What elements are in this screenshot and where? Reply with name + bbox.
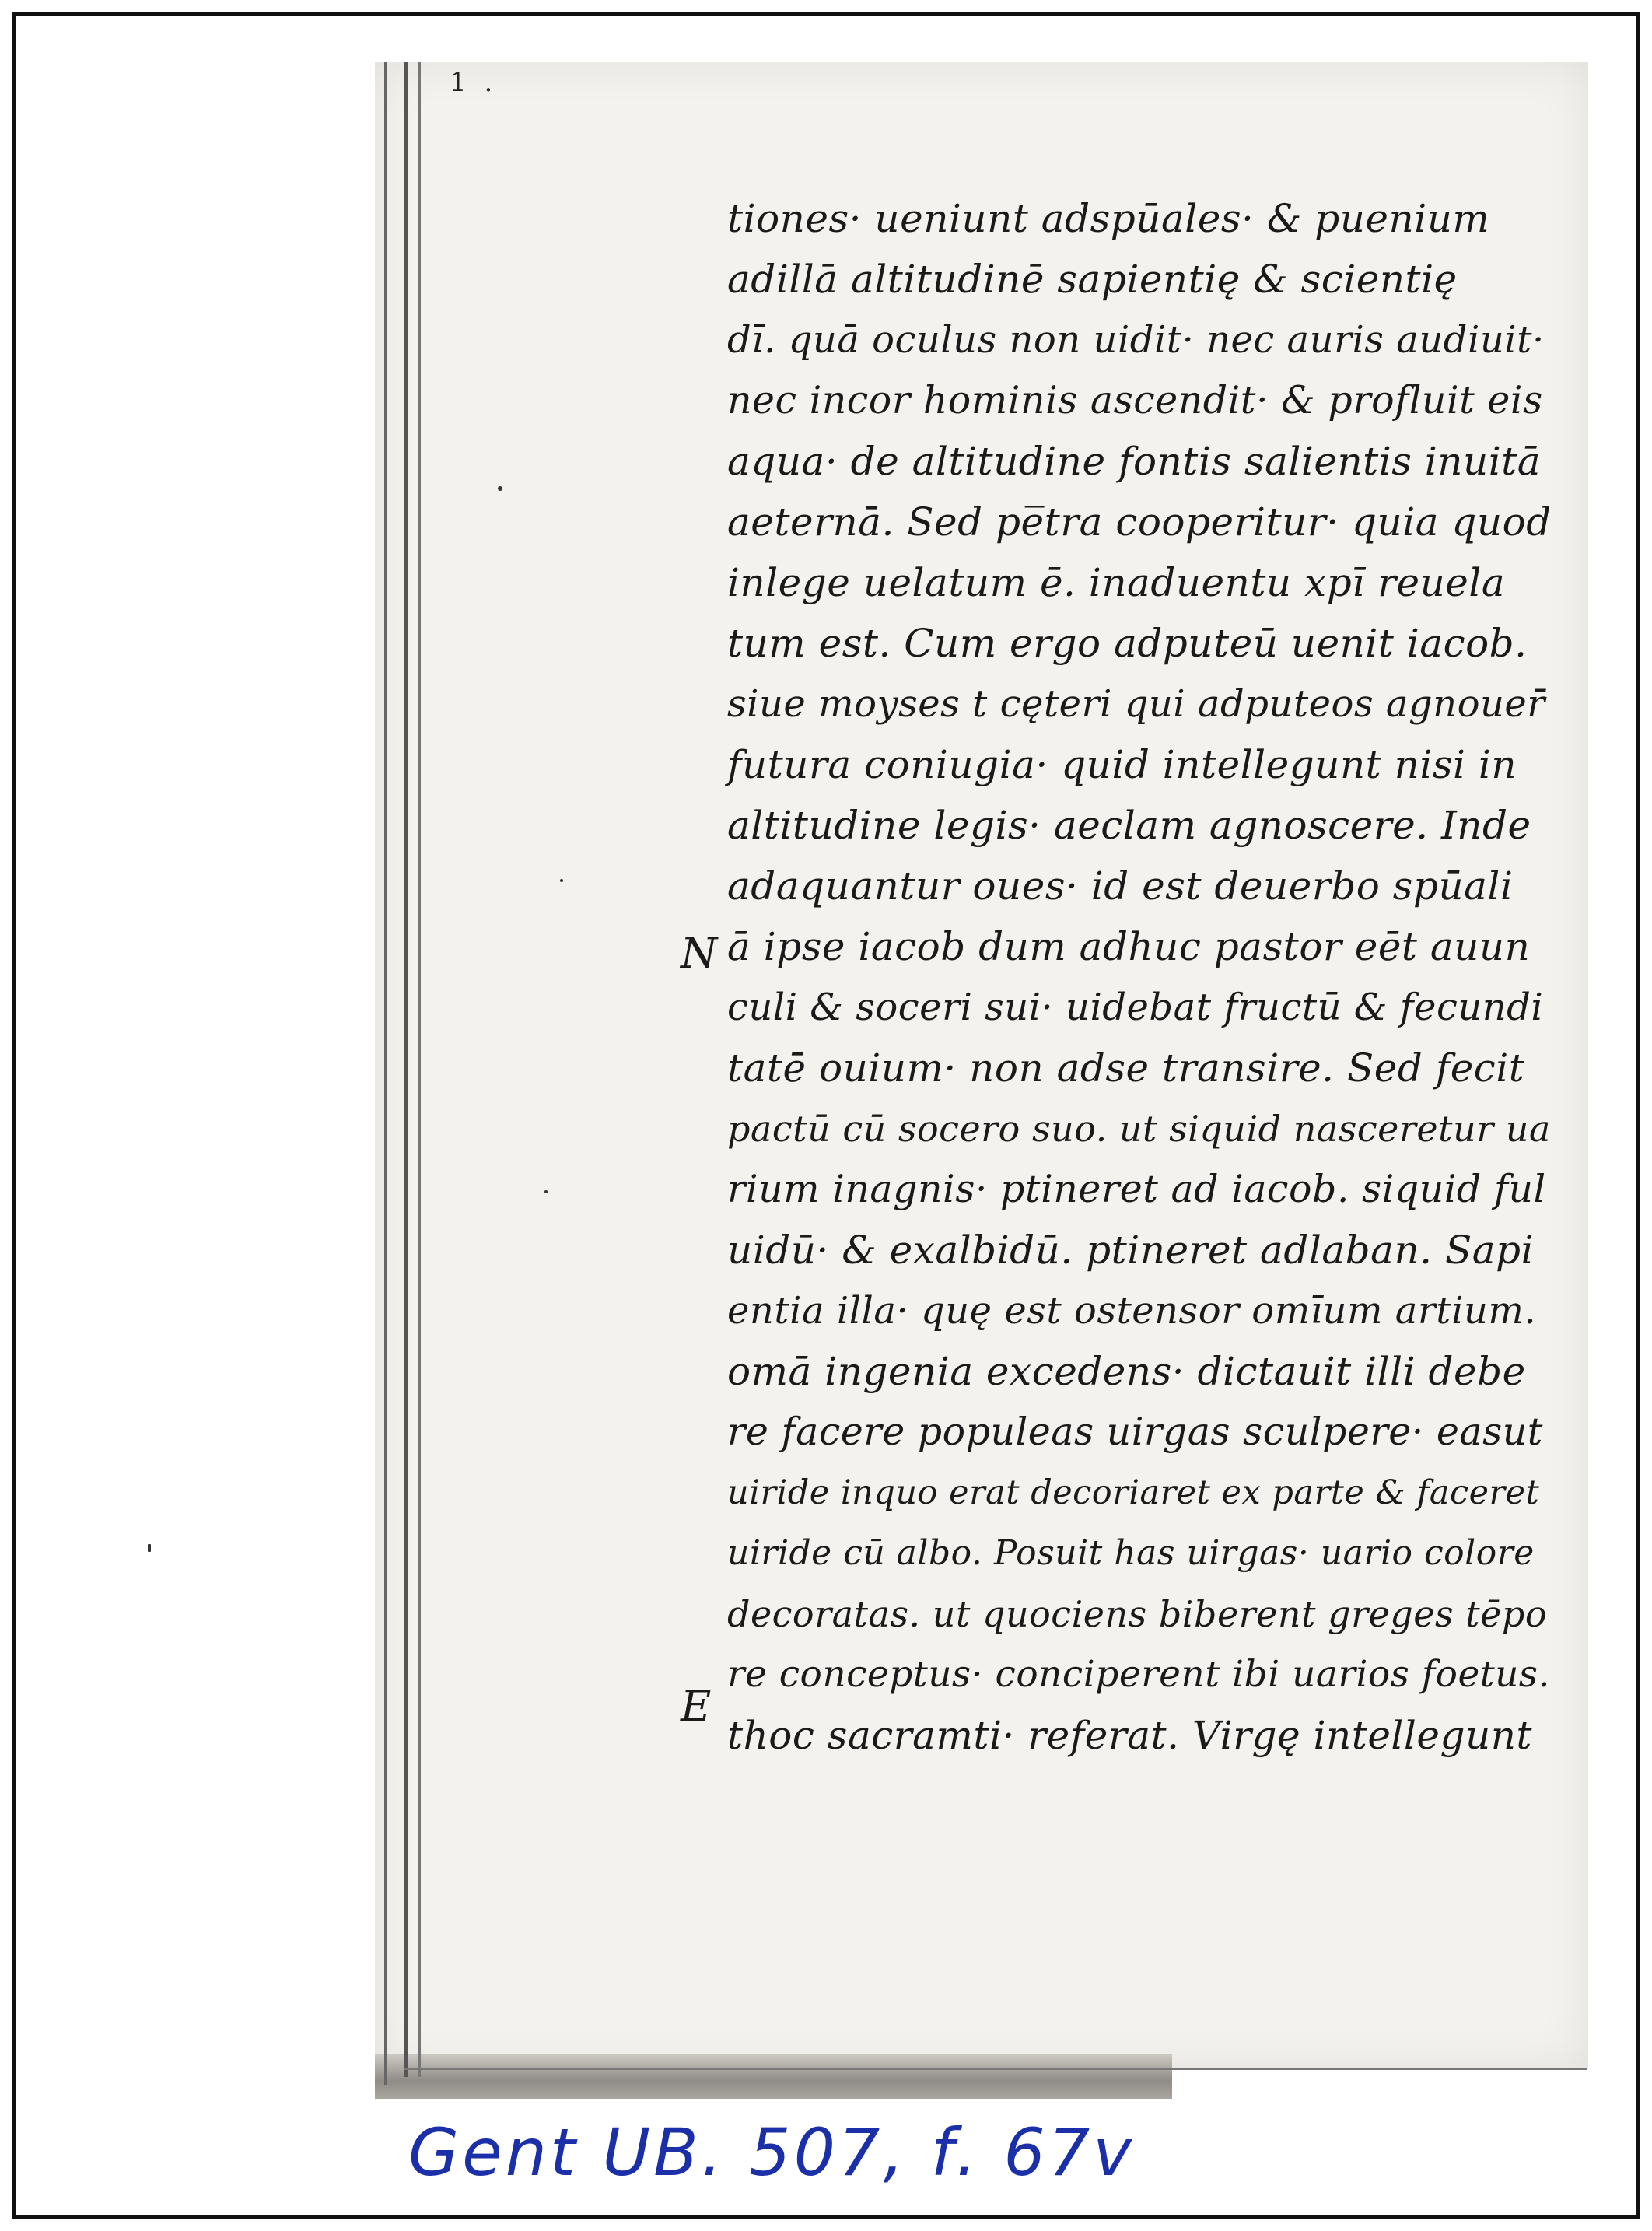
text-line: inlege uelatum ē. inaduentu xpī reuela xyxy=(727,560,1506,605)
ink-speck xyxy=(560,879,563,882)
ink-speck xyxy=(148,1544,151,1552)
text-line: re conceptus· conciperent ibi uarios foetus. xyxy=(727,1653,1550,1696)
text-line: re facere populeas uirgas sculpere· easut xyxy=(727,1410,1543,1454)
text-line: tum est. Cum ergo adputeū uenit iacob. xyxy=(727,621,1528,666)
text-line: rium inagnis· ptineret ad iacob. siquid ful xyxy=(727,1167,1546,1211)
text-line: ā ipse iacob dum adhuc pastor eēt auun xyxy=(727,924,1531,969)
text-line: aqua· de altitudine fontis salientis inuitā xyxy=(727,439,1542,484)
text-line: uiride cū albo. Posuit has uirgas· uario colore xyxy=(727,1533,1535,1573)
initial-n: N xyxy=(681,929,718,978)
text-line: altitudine legis· aeclam agnoscere. Inde xyxy=(727,803,1531,848)
text-line: adillā altitudinē sapientię & scientię xyxy=(727,257,1458,302)
bottom-rule xyxy=(404,2068,1587,2070)
margin-rule xyxy=(404,62,421,2077)
initial-e: E xyxy=(681,1682,712,1731)
manuscript-text xyxy=(727,188,1552,1766)
photo-edge-shadow xyxy=(375,2054,1172,2099)
text-line: decoratas. ut quociens biberent greges tēpo xyxy=(727,1593,1548,1635)
corner-mark: 1 . xyxy=(450,67,498,98)
text-line: culi & soceri sui· uidebat fructū & fecundi xyxy=(727,986,1544,1029)
shelfmark-annotation: Gent UB. 507, f. 67v xyxy=(408,2114,1135,2191)
text-line: tiones· ueniunt adspūales· & puenium xyxy=(727,196,1490,241)
text-line: uidū· & exalbidū. ptineret adlaban. Sapi xyxy=(727,1228,1535,1273)
text-line: omā ingenia excedens· dictauit illi debe xyxy=(727,1349,1526,1394)
text-line: aeternā. Sed pe̅tra cooperitur· quia quod xyxy=(727,499,1552,545)
text-line: dī. quā oculus non uidit· nec auris audiuit· xyxy=(727,318,1545,362)
text-line: entia illa· quę est ostensor omīum artium. xyxy=(727,1289,1537,1333)
text-line: siue moyses t cęteri qui adputeos agnouer̄ xyxy=(727,682,1545,726)
ink-speck xyxy=(498,486,502,491)
text-line: pactū cū socero suo. ut siquid nasceretur ua xyxy=(727,1108,1551,1150)
ink-speck xyxy=(544,1190,548,1193)
text-line: tatē ouium· non adse transire. Sed fecit xyxy=(727,1045,1525,1091)
text-line: uiride inquo erat decoriaret ex parte & faceret xyxy=(727,1473,1540,1512)
text-line: adaquantur oues· id est deuerbo spūali xyxy=(727,863,1514,909)
page-edge-line xyxy=(384,62,391,2085)
text-line: thoc sacramti· referat. Virgę intellegunt xyxy=(727,1713,1533,1758)
text-line: nec incor hominis ascendit· & profluit eis xyxy=(727,378,1543,422)
text-line: futura coniugia· quid intellegunt nisi in xyxy=(727,742,1517,787)
